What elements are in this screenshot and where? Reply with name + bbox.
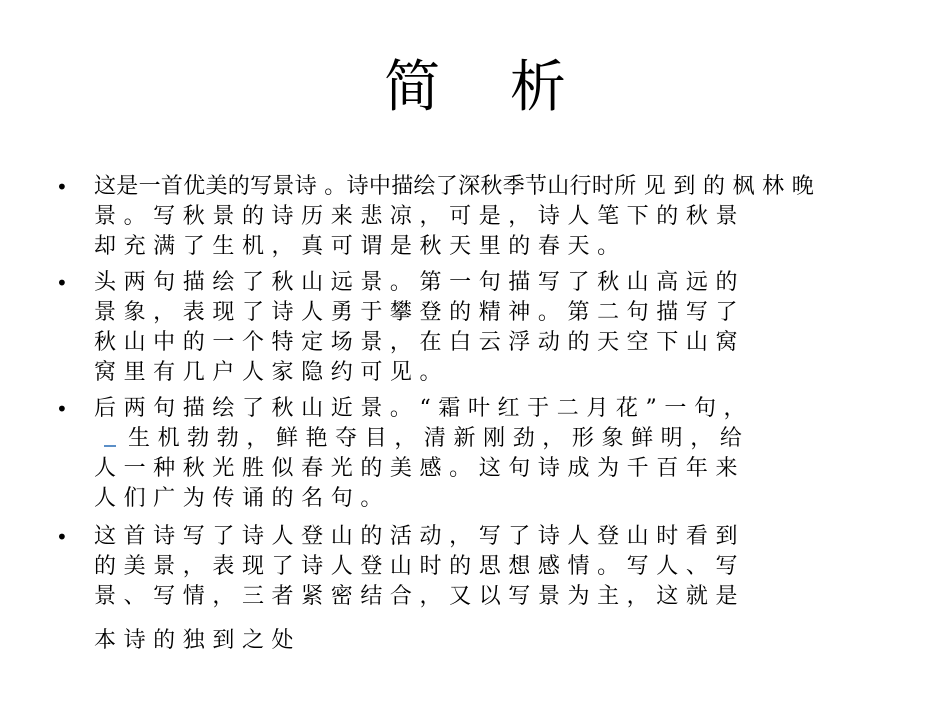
slide-title: 简 析 xyxy=(384,55,592,120)
bullet-line: 头 两 句 描 绘 了 秋 山 远 景 。 第 一 句 描 写 了 秋 山 高 远 的 xyxy=(94,270,738,295)
bullet-item xyxy=(56,394,896,514)
bullet-line: 人 一 种 秋 光 胜 似 春 光 的 美 感 。 这 句 诗 成 为 千 百 年 来 xyxy=(94,456,738,481)
bullet-line: 却 充 满 了 生 机 ， 真 可 谓 是 秋 天 里 的 春 天 。 xyxy=(94,234,620,259)
bullet-line: 本 诗 的 独 到 之 处 xyxy=(94,628,294,653)
bullet-item xyxy=(56,268,896,388)
bullet-line: 这 首 诗 写 了 诗 人 登 山 的 活 动 ， 写 了 诗 人 登 山 时 看 到 xyxy=(94,524,738,549)
bullet-line: 景 。 写 秋 景 的 诗 历 来 悲 凉 ， 可 是 ， 诗 人 笔 下 的 秋 景 xyxy=(94,204,738,229)
bullet-item xyxy=(56,522,896,656)
text-cursor-marker xyxy=(104,445,116,447)
bullet-dot: • xyxy=(56,175,69,199)
bullet-dot: • xyxy=(56,397,69,421)
bullet-line: 景 象 ， 表 现 了 诗 人 勇 于 攀 登 的 精 神 。 第 二 句 描 写 了 xyxy=(94,300,738,325)
bullet-item xyxy=(56,172,896,262)
bullet-line-with-marker xyxy=(94,424,896,454)
bullet-line: 秋 山 中 的 一 个 特 定 场 景 ， 在 白 云 浮 动 的 天 空 下 山 窝 xyxy=(94,330,738,355)
bullet-line: 人 们 广 为 传 诵 的 名 句 。 xyxy=(94,486,383,511)
bullet-line-text: 生 机 勃 勃 ， 鲜 艳 夺 目 ， 清 新 刚 劲 ， 形 象 鲜 明 ， 给 xyxy=(128,426,743,451)
bullet-line: 这是一首优美的写景诗 。诗中描绘了深秋季节山行时所 见 到 的 枫 林 晚 xyxy=(94,174,815,199)
bullet-line: 窝 里 有 几 户 人 家 隐 约 可 见 。 xyxy=(94,360,442,385)
bullet-dot: • xyxy=(56,271,69,295)
bullet-line: 景 、 写 情 ， 三 者 紧 密 结 合 ， 又 以 写 景 为 主 ， 这 就 是 xyxy=(94,584,738,609)
bullet-line: 的 美 景 ， 表 现 了 诗 人 登 山 时 的 思 想 感 情 。 写 人 、 写 xyxy=(94,554,738,579)
bullet-dot: • xyxy=(56,525,69,549)
bullet-list xyxy=(56,172,896,656)
bullet-line: 后 两 句 描 绘 了 秋 山 近 景 。 “ 霜 叶 红 于 二 月 花 ” 一 句 ， xyxy=(94,396,746,421)
